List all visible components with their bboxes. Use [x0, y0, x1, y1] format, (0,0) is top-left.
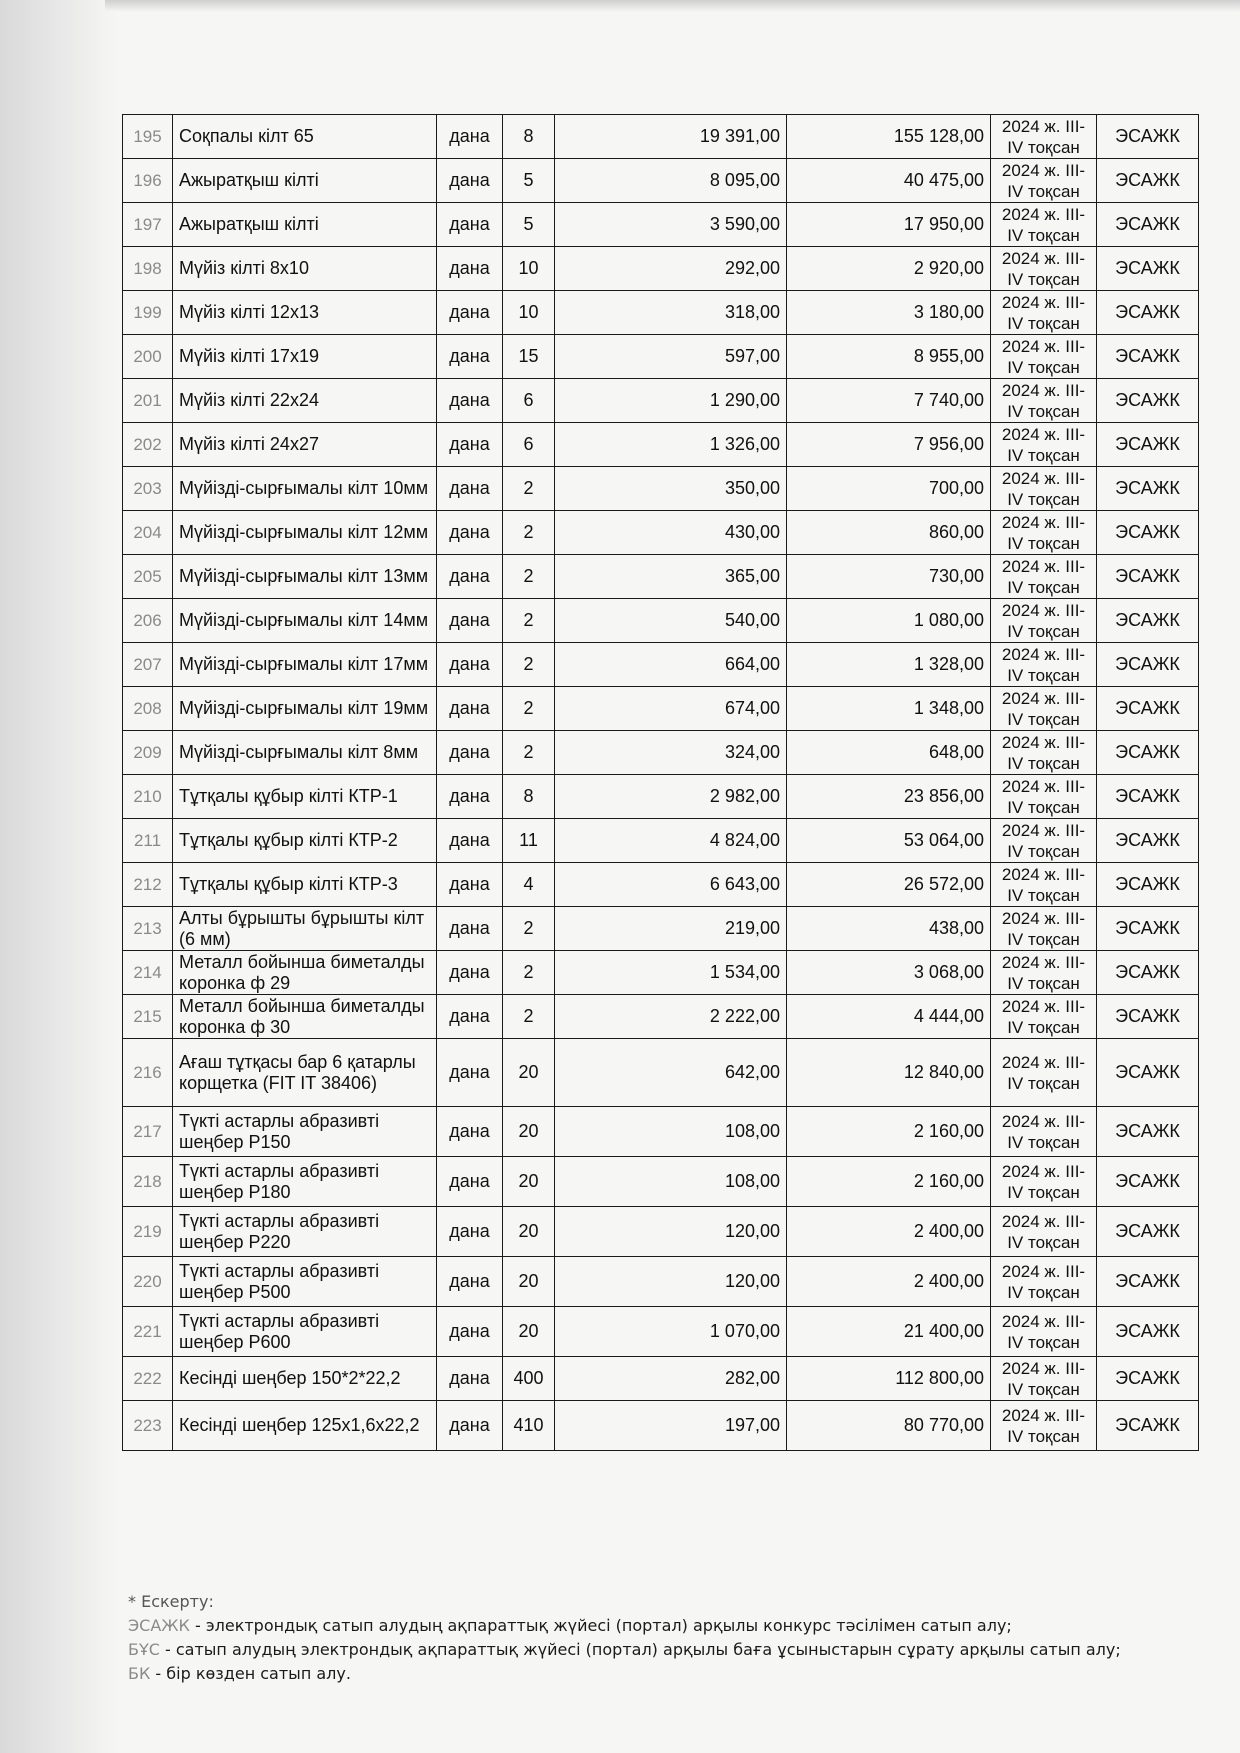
- procurement-table: [122, 114, 1199, 1451]
- table-row: [123, 555, 1199, 599]
- quantity-cell: 5: [503, 203, 555, 247]
- item-name-cell: Түкті астарлы абразивті шеңбер Р180: [173, 1157, 437, 1207]
- quantity-cell: 2: [503, 907, 555, 951]
- unit-price-cell: 597,00: [555, 335, 787, 379]
- procurement-method-cell: ЭСАЖК: [1097, 1357, 1199, 1401]
- delivery-period-cell: 2024 ж. III-IV тоқсан: [991, 1257, 1097, 1307]
- unit-price-cell: 197,00: [555, 1401, 787, 1451]
- table-row: [123, 335, 1199, 379]
- footnote-line-esazhk: ЭСАЖК - электрондық сатып алудың ақпараттық жүйесі (портал) арқылы конкурс тәсілімен сатып алу;: [128, 1616, 1012, 1635]
- table-row: [123, 863, 1199, 907]
- total-sum-cell: 2 400,00: [787, 1257, 991, 1307]
- unit-cell: дана: [437, 863, 503, 907]
- unit-cell: дана: [437, 951, 503, 995]
- unit-price-cell: 8 095,00: [555, 159, 787, 203]
- table-row: [123, 731, 1199, 775]
- table-row: [123, 379, 1199, 423]
- item-name-cell: Мүйізді-сырғымалы кілт 13мм: [173, 555, 437, 599]
- item-name-cell: Мүйізді-сырғымалы кілт 12мм: [173, 511, 437, 555]
- quantity-cell: 10: [503, 247, 555, 291]
- item-name-cell: Түкті астарлы абразивті шеңбер Р600: [173, 1307, 437, 1357]
- total-sum-cell: 23 856,00: [787, 775, 991, 819]
- unit-cell: дана: [437, 1039, 503, 1107]
- table-row: [123, 1401, 1199, 1451]
- delivery-period-cell: 2024 ж. III-IV тоқсан: [991, 1307, 1097, 1357]
- total-sum-cell: 80 770,00: [787, 1401, 991, 1451]
- unit-price-cell: 3 590,00: [555, 203, 787, 247]
- table-row: [123, 203, 1199, 247]
- delivery-period-cell: 2024 ж. III-IV тоқсан: [991, 115, 1097, 159]
- unit-cell: дана: [437, 643, 503, 687]
- quantity-cell: 6: [503, 423, 555, 467]
- unit-price-cell: 664,00: [555, 643, 787, 687]
- unit-cell: дана: [437, 511, 503, 555]
- table-row: [123, 819, 1199, 863]
- delivery-period-cell: 2024 ж. III-IV тоқсан: [991, 951, 1097, 995]
- procurement-method-cell: ЭСАЖК: [1097, 511, 1199, 555]
- quantity-cell: 20: [503, 1157, 555, 1207]
- row-number-cell: 200: [123, 335, 173, 379]
- unit-price-cell: 219,00: [555, 907, 787, 951]
- item-name-cell: Мүйізді-сырғымалы кілт 19мм: [173, 687, 437, 731]
- quantity-cell: 20: [503, 1307, 555, 1357]
- item-name-cell: Алты бұрышты бұрышты кілт (6 мм): [173, 907, 437, 951]
- row-number-cell: 223: [123, 1401, 173, 1451]
- procurement-method-cell: ЭСАЖК: [1097, 555, 1199, 599]
- procurement-method-cell: ЭСАЖК: [1097, 379, 1199, 423]
- row-number-cell: 204: [123, 511, 173, 555]
- delivery-period-cell: 2024 ж. III-IV тоқсан: [991, 335, 1097, 379]
- delivery-period-cell: 2024 ж. III-IV тоқсан: [991, 1039, 1097, 1107]
- row-number-cell: 215: [123, 995, 173, 1039]
- total-sum-cell: 2 920,00: [787, 247, 991, 291]
- quantity-cell: 2: [503, 511, 555, 555]
- unit-price-cell: 2 222,00: [555, 995, 787, 1039]
- unit-price-cell: 318,00: [555, 291, 787, 335]
- quantity-cell: 2: [503, 643, 555, 687]
- total-sum-cell: 7 740,00: [787, 379, 991, 423]
- unit-price-cell: 365,00: [555, 555, 787, 599]
- procurement-method-cell: ЭСАЖК: [1097, 1401, 1199, 1451]
- unit-price-cell: 350,00: [555, 467, 787, 511]
- table-row: [123, 1107, 1199, 1157]
- delivery-period-cell: 2024 ж. III-IV тоқсан: [991, 555, 1097, 599]
- table-row: [123, 775, 1199, 819]
- procurement-method-cell: ЭСАЖК: [1097, 995, 1199, 1039]
- item-name-cell: Тұтқалы құбыр кілті КТР-3: [173, 863, 437, 907]
- unit-cell: дана: [437, 731, 503, 775]
- procurement-method-cell: ЭСАЖК: [1097, 1039, 1199, 1107]
- row-number-cell: 206: [123, 599, 173, 643]
- table-row: [123, 599, 1199, 643]
- delivery-period-cell: 2024 ж. III-IV тоқсан: [991, 159, 1097, 203]
- delivery-period-cell: 2024 ж. III-IV тоқсан: [991, 423, 1097, 467]
- quantity-cell: 11: [503, 819, 555, 863]
- delivery-period-cell: 2024 ж. III-IV тоқсан: [991, 995, 1097, 1039]
- delivery-period-cell: 2024 ж. III-IV тоқсан: [991, 291, 1097, 335]
- item-name-cell: Мүйізді-сырғымалы кілт 8мм: [173, 731, 437, 775]
- delivery-period-cell: 2024 ж. III-IV тоқсан: [991, 775, 1097, 819]
- unit-cell: дана: [437, 203, 503, 247]
- row-number-cell: 199: [123, 291, 173, 335]
- procurement-method-cell: ЭСАЖК: [1097, 203, 1199, 247]
- procurement-method-cell: ЭСАЖК: [1097, 423, 1199, 467]
- procurement-method-cell: ЭСАЖК: [1097, 731, 1199, 775]
- row-number-cell: 219: [123, 1207, 173, 1257]
- unit-cell: дана: [437, 1257, 503, 1307]
- delivery-period-cell: 2024 ж. III-IV тоқсан: [991, 863, 1097, 907]
- unit-price-cell: 1 070,00: [555, 1307, 787, 1357]
- row-number-cell: 203: [123, 467, 173, 511]
- scan-shadow: [0, 0, 120, 1753]
- unit-price-cell: 324,00: [555, 731, 787, 775]
- item-name-cell: Ағаш тұтқасы бар 6 қатарлы корщетка (FIT IT 38406): [173, 1039, 437, 1107]
- quantity-cell: 20: [503, 1039, 555, 1107]
- row-number-cell: 216: [123, 1039, 173, 1107]
- item-name-cell: Тұтқалы құбыр кілті КТР-1: [173, 775, 437, 819]
- total-sum-cell: 53 064,00: [787, 819, 991, 863]
- row-number-cell: 210: [123, 775, 173, 819]
- row-number-cell: 213: [123, 907, 173, 951]
- procurement-method-cell: ЭСАЖК: [1097, 1157, 1199, 1207]
- total-sum-cell: 860,00: [787, 511, 991, 555]
- footnote-line-bus: БҰС - сатып алудың электрондық ақпараттық жүйесі (портал) арқылы баға ұсыныстарын сұрату арқылы сатып алу;: [128, 1640, 1121, 1659]
- unit-price-cell: 108,00: [555, 1107, 787, 1157]
- delivery-period-cell: 2024 ж. III-IV тоқсан: [991, 643, 1097, 687]
- scan-top-edge: [105, 0, 1240, 12]
- procurement-method-cell: ЭСАЖК: [1097, 291, 1199, 335]
- total-sum-cell: 12 840,00: [787, 1039, 991, 1107]
- item-name-cell: Мүйіз кілті 24x27: [173, 423, 437, 467]
- unit-cell: дана: [437, 1307, 503, 1357]
- procurement-method-cell: ЭСАЖК: [1097, 1207, 1199, 1257]
- row-number-cell: 196: [123, 159, 173, 203]
- unit-cell: дана: [437, 159, 503, 203]
- item-name-cell: Түкті астарлы абразивті шеңбер Р220: [173, 1207, 437, 1257]
- total-sum-cell: 112 800,00: [787, 1357, 991, 1401]
- delivery-period-cell: 2024 ж. III-IV тоқсан: [991, 379, 1097, 423]
- delivery-period-cell: 2024 ж. III-IV тоқсан: [991, 819, 1097, 863]
- delivery-period-cell: 2024 ж. III-IV тоқсан: [991, 203, 1097, 247]
- unit-price-cell: 6 643,00: [555, 863, 787, 907]
- row-number-cell: 202: [123, 423, 173, 467]
- table-row: [123, 643, 1199, 687]
- total-sum-cell: 1 328,00: [787, 643, 991, 687]
- quantity-cell: 20: [503, 1257, 555, 1307]
- row-number-cell: 197: [123, 203, 173, 247]
- delivery-period-cell: 2024 ж. III-IV тоқсан: [991, 1401, 1097, 1451]
- total-sum-cell: 40 475,00: [787, 159, 991, 203]
- total-sum-cell: 155 128,00: [787, 115, 991, 159]
- quantity-cell: 20: [503, 1207, 555, 1257]
- unit-cell: дана: [437, 1401, 503, 1451]
- row-number-cell: 211: [123, 819, 173, 863]
- total-sum-cell: 4 444,00: [787, 995, 991, 1039]
- unit-cell: дана: [437, 775, 503, 819]
- procurement-method-cell: ЭСАЖК: [1097, 819, 1199, 863]
- total-sum-cell: 2 160,00: [787, 1107, 991, 1157]
- unit-cell: дана: [437, 1357, 503, 1401]
- unit-cell: дана: [437, 687, 503, 731]
- unit-price-cell: 674,00: [555, 687, 787, 731]
- item-name-cell: Мүйізді-сырғымалы кілт 14мм: [173, 599, 437, 643]
- procurement-method-cell: ЭСАЖК: [1097, 159, 1199, 203]
- delivery-period-cell: 2024 ж. III-IV тоқсан: [991, 247, 1097, 291]
- item-name-cell: Ажыратқыш кілті: [173, 203, 437, 247]
- item-name-cell: Мүйіз кілті 12x13: [173, 291, 437, 335]
- table-row: [123, 1307, 1199, 1357]
- footnote-heading: * Ескерту:: [128, 1592, 214, 1611]
- quantity-cell: 2: [503, 995, 555, 1039]
- procurement-method-cell: ЭСАЖК: [1097, 335, 1199, 379]
- unit-cell: дана: [437, 907, 503, 951]
- table-row: [123, 423, 1199, 467]
- unit-price-cell: 2 982,00: [555, 775, 787, 819]
- procurement-method-cell: ЭСАЖК: [1097, 115, 1199, 159]
- row-number-cell: 217: [123, 1107, 173, 1157]
- quantity-cell: 2: [503, 599, 555, 643]
- unit-cell: дана: [437, 1107, 503, 1157]
- quantity-cell: 5: [503, 159, 555, 203]
- row-number-cell: 208: [123, 687, 173, 731]
- table-row: [123, 1157, 1199, 1207]
- procurement-method-cell: ЭСАЖК: [1097, 643, 1199, 687]
- delivery-period-cell: 2024 ж. III-IV тоқсан: [991, 731, 1097, 775]
- procurement-method-cell: ЭСАЖК: [1097, 1107, 1199, 1157]
- item-name-cell: Соқпалы кілт 65: [173, 115, 437, 159]
- quantity-cell: 4: [503, 863, 555, 907]
- item-name-cell: Металл бойынша биметалды коронка ф 30: [173, 995, 437, 1039]
- quantity-cell: 2: [503, 731, 555, 775]
- item-name-cell: Тұтқалы құбыр кілті КТР-2: [173, 819, 437, 863]
- item-name-cell: Мүйіз кілті 8x10: [173, 247, 437, 291]
- unit-price-cell: 1 326,00: [555, 423, 787, 467]
- unit-price-cell: 1 534,00: [555, 951, 787, 995]
- procurement-method-cell: ЭСАЖК: [1097, 907, 1199, 951]
- item-name-cell: Түкті астарлы абразивті шеңбер Р500: [173, 1257, 437, 1307]
- total-sum-cell: 3 180,00: [787, 291, 991, 335]
- unit-cell: дана: [437, 819, 503, 863]
- item-name-cell: Түкті астарлы абразивті шеңбер Р150: [173, 1107, 437, 1157]
- quantity-cell: 6: [503, 379, 555, 423]
- unit-price-cell: 540,00: [555, 599, 787, 643]
- table-row: [123, 247, 1199, 291]
- table-row: [123, 1207, 1199, 1257]
- total-sum-cell: 700,00: [787, 467, 991, 511]
- table-row: [123, 995, 1199, 1039]
- delivery-period-cell: 2024 ж. III-IV тоқсан: [991, 467, 1097, 511]
- unit-cell: дана: [437, 335, 503, 379]
- row-number-cell: 195: [123, 115, 173, 159]
- table-row: [123, 1357, 1199, 1401]
- row-number-cell: 207: [123, 643, 173, 687]
- delivery-period-cell: 2024 ж. III-IV тоқсан: [991, 1357, 1097, 1401]
- row-number-cell: 212: [123, 863, 173, 907]
- table-row: [123, 951, 1199, 995]
- item-name-cell: Металл бойынша биметалды коронка ф 29: [173, 951, 437, 995]
- unit-cell: дана: [437, 995, 503, 1039]
- total-sum-cell: 7 956,00: [787, 423, 991, 467]
- quantity-cell: 2: [503, 555, 555, 599]
- unit-price-cell: 4 824,00: [555, 819, 787, 863]
- table-row: [123, 511, 1199, 555]
- unit-price-cell: 120,00: [555, 1207, 787, 1257]
- unit-price-cell: 120,00: [555, 1257, 787, 1307]
- unit-price-cell: 642,00: [555, 1039, 787, 1107]
- procurement-method-cell: ЭСАЖК: [1097, 247, 1199, 291]
- unit-cell: дана: [437, 423, 503, 467]
- delivery-period-cell: 2024 ж. III-IV тоқсан: [991, 1107, 1097, 1157]
- quantity-cell: 8: [503, 775, 555, 819]
- quantity-cell: 20: [503, 1107, 555, 1157]
- procurement-method-cell: ЭСАЖК: [1097, 467, 1199, 511]
- quantity-cell: 8: [503, 115, 555, 159]
- table-body: [123, 115, 1199, 1451]
- row-number-cell: 222: [123, 1357, 173, 1401]
- total-sum-cell: 438,00: [787, 907, 991, 951]
- row-number-cell: 209: [123, 731, 173, 775]
- unit-price-cell: 282,00: [555, 1357, 787, 1401]
- item-name-cell: Мүйізді-сырғымалы кілт 10мм: [173, 467, 437, 511]
- unit-price-cell: 292,00: [555, 247, 787, 291]
- footnotes: [128, 1590, 1188, 1686]
- row-number-cell: 201: [123, 379, 173, 423]
- table-row: [123, 687, 1199, 731]
- total-sum-cell: 2 160,00: [787, 1157, 991, 1207]
- item-name-cell: Мүйіз кілті 17x19: [173, 335, 437, 379]
- row-number-cell: 220: [123, 1257, 173, 1307]
- quantity-cell: 2: [503, 951, 555, 995]
- quantity-cell: 15: [503, 335, 555, 379]
- unit-cell: дана: [437, 291, 503, 335]
- delivery-period-cell: 2024 ж. III-IV тоқсан: [991, 1207, 1097, 1257]
- unit-cell: дана: [437, 247, 503, 291]
- total-sum-cell: 1 348,00: [787, 687, 991, 731]
- unit-price-cell: 108,00: [555, 1157, 787, 1207]
- table-row: [123, 1039, 1199, 1107]
- row-number-cell: 205: [123, 555, 173, 599]
- quantity-cell: 10: [503, 291, 555, 335]
- unit-cell: дана: [437, 1207, 503, 1257]
- delivery-period-cell: 2024 ж. III-IV тоқсан: [991, 687, 1097, 731]
- row-number-cell: 218: [123, 1157, 173, 1207]
- procurement-method-cell: ЭСАЖК: [1097, 863, 1199, 907]
- delivery-period-cell: 2024 ж. III-IV тоқсан: [991, 1157, 1097, 1207]
- unit-price-cell: 19 391,00: [555, 115, 787, 159]
- delivery-period-cell: 2024 ж. III-IV тоқсан: [991, 907, 1097, 951]
- table-row: [123, 115, 1199, 159]
- quantity-cell: 400: [503, 1357, 555, 1401]
- procurement-method-cell: ЭСАЖК: [1097, 599, 1199, 643]
- total-sum-cell: 26 572,00: [787, 863, 991, 907]
- footnote-line-bk: БК - бір көзден сатып алу.: [128, 1664, 351, 1683]
- total-sum-cell: 3 068,00: [787, 951, 991, 995]
- table-row: [123, 159, 1199, 203]
- row-number-cell: 198: [123, 247, 173, 291]
- unit-price-cell: 1 290,00: [555, 379, 787, 423]
- procurement-method-cell: ЭСАЖК: [1097, 687, 1199, 731]
- unit-cell: дана: [437, 467, 503, 511]
- quantity-cell: 2: [503, 687, 555, 731]
- table-row: [123, 291, 1199, 335]
- quantity-cell: 2: [503, 467, 555, 511]
- procurement-method-cell: ЭСАЖК: [1097, 951, 1199, 995]
- table-row: [123, 1257, 1199, 1307]
- procurement-method-cell: ЭСАЖК: [1097, 1307, 1199, 1357]
- unit-cell: дана: [437, 555, 503, 599]
- item-name-cell: Кесінді шеңбер 150*2*22,2: [173, 1357, 437, 1401]
- total-sum-cell: 730,00: [787, 555, 991, 599]
- table-row: [123, 907, 1199, 951]
- row-number-cell: 214: [123, 951, 173, 995]
- unit-cell: дана: [437, 379, 503, 423]
- table-row: [123, 467, 1199, 511]
- total-sum-cell: 1 080,00: [787, 599, 991, 643]
- delivery-period-cell: 2024 ж. III-IV тоқсан: [991, 599, 1097, 643]
- unit-cell: дана: [437, 599, 503, 643]
- total-sum-cell: 8 955,00: [787, 335, 991, 379]
- quantity-cell: 410: [503, 1401, 555, 1451]
- total-sum-cell: 2 400,00: [787, 1207, 991, 1257]
- unit-cell: дана: [437, 1157, 503, 1207]
- procurement-method-cell: ЭСАЖК: [1097, 1257, 1199, 1307]
- total-sum-cell: 17 950,00: [787, 203, 991, 247]
- procurement-method-cell: ЭСАЖК: [1097, 775, 1199, 819]
- total-sum-cell: 21 400,00: [787, 1307, 991, 1357]
- item-name-cell: Мүйізді-сырғымалы кілт 17мм: [173, 643, 437, 687]
- item-name-cell: Ажыратқыш кілті: [173, 159, 437, 203]
- unit-price-cell: 430,00: [555, 511, 787, 555]
- total-sum-cell: 648,00: [787, 731, 991, 775]
- row-number-cell: 221: [123, 1307, 173, 1357]
- item-name-cell: Кесінді шеңбер 125х1,6х22,2: [173, 1401, 437, 1451]
- unit-cell: дана: [437, 115, 503, 159]
- item-name-cell: Мүйіз кілті 22x24: [173, 379, 437, 423]
- delivery-period-cell: 2024 ж. III-IV тоқсан: [991, 511, 1097, 555]
